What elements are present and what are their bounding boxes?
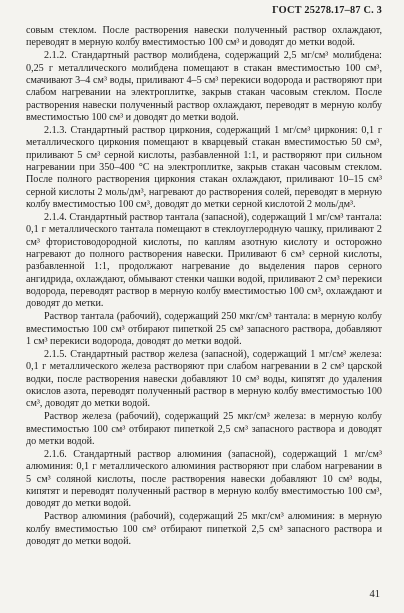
page-number: 41 [369, 589, 380, 600]
paragraph-tantalum-working: Раствор тантала (рабочий), содержащий 250 мкг/см³ тантала: в мерную колбу вместимостью 100 см³ отбирают пипеткой 25 см³ запасного раствора, добавляют 1 см³ перекиси водорода, доводят до метки водой. [26, 311, 382, 347]
paragraph-2-1-5: 2.1.5. Стандартный раствор железа (запасной), содержащий 1 мг/см³ железа: 0,1 г металлического железа растворяют при слабом нагревании в 2 см³ царской водки, после растворения навески добавляют 10 см³ воды, кипятят до удаления окислов азота, переводят полученный раствор в мерную колбу вместимостью 100 см³, доводят до метки водой. [26, 348, 382, 410]
paragraph: совым стеклом. После растворения навески полученный раствор охлаждают, переводят в мерную колбу вместимостью 100 см³ и доводят до метки водой. [26, 25, 382, 49]
paragraph-aluminium-working: Раствор алюминия (рабочий), содержащий 25 мкг/см³ алюминия: в мерную колбу вместимостью 100 см³ отбирают пипеткой 2,5 см³ запасного раствора и доводят до метки водой. [26, 511, 382, 547]
paragraph-2-1-3: 2.1.3. Стандартный раствор циркония, содержащий 1 мг/см³ циркония: 0,1 г металлического циркония помещают в кварцевый стакан вместимостью 50 см³, приливают 5 см³ серной кислоты, разбавленной 1:1, и растворяют при сильном нагревании при 350–400 °С на электроплитке, закрыв стакан часовым стеклом. После полного растворения циркония стакан охлаждают, приливают 10–15 см³ серной кислоты 2 моль/дм³, нагревают до растворения солей, переводят в мерную колбу вместимостью 100 см³, доводят до метки серной кислотой 2 моль/дм³. [26, 124, 382, 210]
paragraph-iron-working: Раствор железа (рабочий), содержащий 25 мкг/см³ железа: в мерную колбу вместимостью 100 см³ отбирают пипеткой 2,5 см³ запасного раствора и доводят до метки водой. [26, 411, 382, 447]
paragraph-2-1-2: 2.1.2. Стандартный раствор молибдена, содержащий 2,5 мг/см³ молибдена: 0,25 г металлического молибдена помещают в стакан вместимостью 100 см³, смачивают 3–4 см³ воды, приливают 4–5 см³ перекиси водорода и растворяют при слабом нагревании на электроплитке, закрыв стакан часовым стеклом. После растворения навески полученный раствор охлаждают, переводят в мерную колбу вместимостью 100 см³ и доводят до метки водой. [26, 50, 382, 123]
page-header: ГОСТ 25278.17–87 С. 3 [272, 5, 382, 16]
paragraph-2-1-4: 2.1.4. Стандартный раствор тантала (запасной), содержащий 1 мг/см³ тантала: 0,1 г металлического тантала помещают в стеклоуглеродную чашку, приливают 2 см³ фтористоводородной кислоты, по каплям азотную кислоту и осторожно нагревают до полного растворения навески. Приливают 6 см³ серной кислоты, разбавленной 1:1, продолжают нагревание до выделения паров серного ангидрида, охлаждают, обмывают стенки чашки водой, приливают 2 см³ перекиси водорода, переводят раствор в мерную колбу вместимостью 100 см³, охлаждают и доводят до метки. [26, 211, 382, 310]
paragraph-2-1-6: 2.1.6. Стандартный раствор алюминия (запасной), содержащий 1 мг/см³ алюминия: 0,1 г металлического алюминия растворяют при слабом нагревании в 5 см³ соляной кислоты, после растворения навески добавляют 10 см³ воды, кипятят и переводят полученный раствор в мерную колбу вместимостью 100 см³, доводят до метки водой. [26, 448, 382, 510]
document-body [26, 25, 382, 548]
